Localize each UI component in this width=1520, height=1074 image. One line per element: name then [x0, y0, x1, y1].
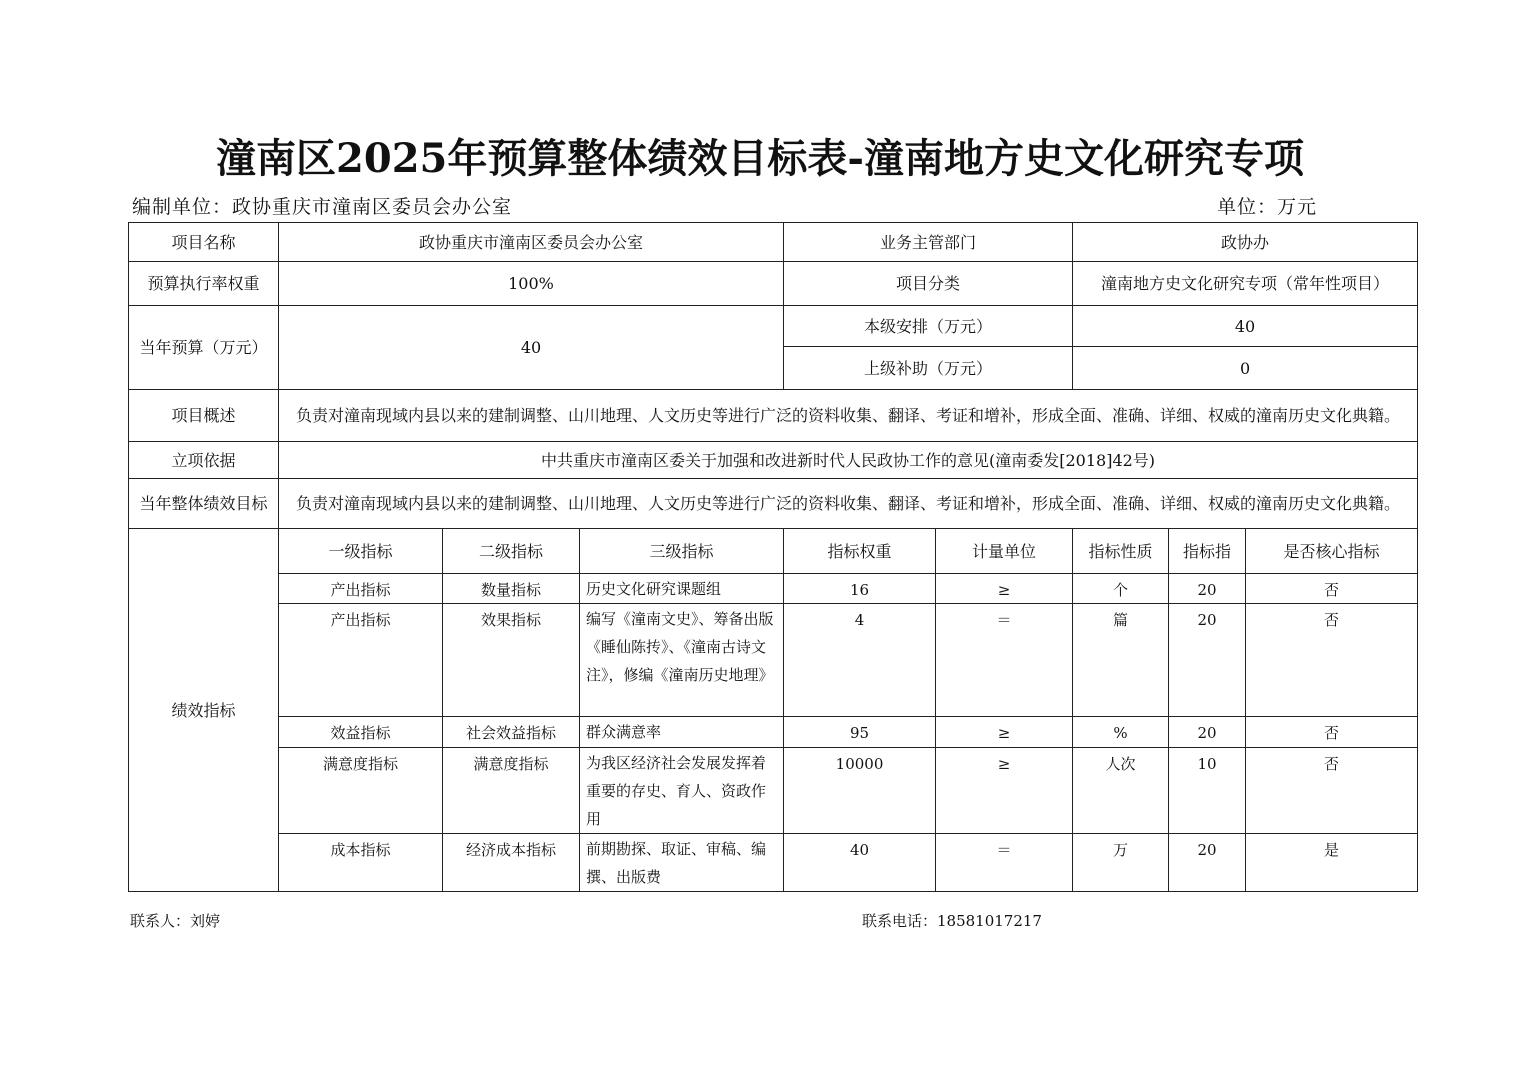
table-row [129, 717, 1418, 748]
exec-rate-value: 100% [279, 262, 784, 306]
row-target: 10 [1169, 748, 1246, 834]
row-project-name [129, 223, 1418, 262]
goal-value: 负责对潼南现域内县以来的建制调整、山川地理、人文历史等进行广泛的资料收集、翻译、考证和增补，形成全面、准确、详细、权威的潼南历史文化典籍。 [279, 479, 1418, 529]
dept-label: 业务主管部门 [784, 223, 1073, 262]
dept-value: 政协办 [1073, 223, 1418, 262]
table-row [129, 574, 1418, 604]
table-row [129, 748, 1418, 834]
project-name-value: 政协重庆市潼南区委员会办公室 [279, 223, 784, 262]
row-target: 20 [1169, 604, 1246, 717]
row-level3: 前期勘探、取证、审稿、编撰、出版费 [580, 834, 784, 892]
budget-label: 当年预算（万元） [129, 306, 279, 390]
row-unit: ＝ [936, 604, 1073, 717]
basis-label: 立项依据 [129, 442, 279, 479]
table-row [129, 604, 1418, 717]
row-weight: 4 [784, 604, 936, 717]
row-level2: 社会效益指标 [443, 717, 580, 748]
row-level1: 效益指标 [279, 717, 443, 748]
indicators-section-label: 绩效指标 [129, 529, 279, 892]
row-level1: 产出指标 [279, 604, 443, 717]
row-level2: 经济成本指标 [443, 834, 580, 892]
row-level3: 群众满意率 [580, 717, 784, 748]
row-core: 否 [1246, 717, 1418, 748]
footer-phone: 联系电话：18581017217 [862, 912, 1042, 930]
row-level3: 编写《潼南文史》、筹备出版《睡仙陈抟》、《潼南古诗文注》，修编《潼南历史地理》 [580, 604, 784, 717]
overview-value: 负责对潼南现域内县以来的建制调整、山川地理、人文历史等进行广泛的资料收集、翻译、考证和增补，形成全面、准确、详细、权威的潼南历史文化典籍。 [279, 390, 1418, 442]
row-target: 20 [1169, 574, 1246, 604]
row-level2: 数量指标 [443, 574, 580, 604]
category-label: 项目分类 [784, 262, 1073, 306]
row-core: 是 [1246, 834, 1418, 892]
row-nature: 篇 [1073, 604, 1169, 717]
row-unit: ≥ [936, 748, 1073, 834]
indicator-header-row [129, 529, 1418, 574]
header-nature: 指标性质 [1073, 529, 1169, 574]
row-level3: 历史文化研究课题组 [580, 574, 784, 604]
row-weight: 40 [784, 834, 936, 892]
row-weight: 95 [784, 717, 936, 748]
header-weight: 指标权重 [784, 529, 936, 574]
page-title: 潼南区2025年预算整体绩效目标表-潼南地方史文化研究专项 [216, 135, 1304, 182]
row-unit: ≥ [936, 717, 1073, 748]
header-core: 是否核心指标 [1246, 529, 1418, 574]
row-nature: 个 [1073, 574, 1169, 604]
table-row [129, 834, 1418, 892]
row-budget-local [129, 306, 1418, 347]
row-unit: ＝ [936, 834, 1073, 892]
row-level2: 效果指标 [443, 604, 580, 717]
exec-rate-label: 预算执行率权重 [129, 262, 279, 306]
header-target: 指标指 [1169, 529, 1246, 574]
row-level1: 满意度指标 [279, 748, 443, 834]
header-level1: 一级指标 [279, 529, 443, 574]
compiling-unit: 编制单位：政协重庆市潼南区委员会办公室 [132, 196, 513, 218]
row-overview [129, 390, 1418, 442]
row-nature: 万 [1073, 834, 1169, 892]
overview-label: 项目概述 [129, 390, 279, 442]
row-level1: 成本指标 [279, 834, 443, 892]
row-level1: 产出指标 [279, 574, 443, 604]
row-nature: % [1073, 717, 1169, 748]
header-unit: 计量单位 [936, 529, 1073, 574]
row-target: 20 [1169, 717, 1246, 748]
goal-label: 当年整体绩效目标 [129, 479, 279, 529]
row-unit: ≥ [936, 574, 1073, 604]
performance-table [128, 222, 1418, 892]
row-goal [129, 479, 1418, 529]
category-value: 潼南地方史文化研究专项（常年性项目） [1073, 262, 1418, 306]
header-level3: 三级指标 [580, 529, 784, 574]
row-target: 20 [1169, 834, 1246, 892]
row-core: 否 [1246, 574, 1418, 604]
row-basis [129, 442, 1418, 479]
row-weight: 16 [784, 574, 936, 604]
row-core: 否 [1246, 604, 1418, 717]
row-level3: 为我区经济社会发展发挥着重要的存史、育人、资政作用 [580, 748, 784, 834]
local-label: 本级安排（万元） [784, 306, 1073, 347]
header-level2: 二级指标 [443, 529, 580, 574]
footer-contact: 联系人：刘婷 [130, 912, 221, 930]
currency-unit: 单位：万元 [1217, 196, 1318, 218]
budget-value: 40 [279, 306, 784, 390]
row-nature: 人次 [1073, 748, 1169, 834]
project-name-label: 项目名称 [129, 223, 279, 262]
basis-value: 中共重庆市潼南区委关于加强和改进新时代人民政协工作的意见(潼南委发[2018]42号) [279, 442, 1418, 479]
row-level2: 满意度指标 [443, 748, 580, 834]
row-core: 否 [1246, 748, 1418, 834]
local-value: 40 [1073, 306, 1418, 347]
row-exec-rate [129, 262, 1418, 306]
row-weight: 10000 [784, 748, 936, 834]
superior-value: 0 [1073, 347, 1418, 390]
superior-label: 上级补助（万元） [784, 347, 1073, 390]
